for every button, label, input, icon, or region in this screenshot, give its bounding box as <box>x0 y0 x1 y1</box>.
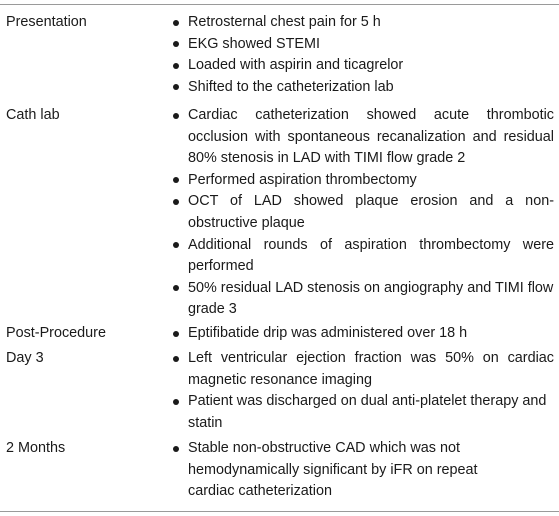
table-top-rule <box>0 4 559 5</box>
presentation-list <box>172 12 554 98</box>
bullet-icon <box>173 63 179 69</box>
bullet-icon <box>173 331 179 337</box>
row-label-2-months: 2 Months <box>6 440 66 456</box>
bullet-icon <box>173 20 179 26</box>
row-label-post-procedure: Post-Procedure <box>6 325 106 341</box>
row-label-cath-lab: Cath lab <box>6 107 60 123</box>
post-procedure-list <box>172 323 554 345</box>
list-item: Retrosternal chest pain for 5 h <box>172 12 554 34</box>
bullet-icon <box>173 242 179 248</box>
day-3-list <box>172 348 554 434</box>
list-item: Stable non-obstructive CAD which was not hemodynamically significant by iFR on repeat cardiac catheterization <box>172 438 502 503</box>
bullet-icon <box>173 399 179 405</box>
list-item: Eptifibatide drip was administered over 18 h <box>172 323 554 345</box>
bullet-icon <box>173 285 179 291</box>
list-item: 50% residual LAD stenosis on angiography and TIMI flow grade 3 <box>172 278 554 321</box>
list-item: Loaded with aspirin and ticagrelor <box>172 55 554 77</box>
list-item: EKG showed STEMI <box>172 34 554 56</box>
bullet-icon <box>173 113 179 119</box>
bullet-icon <box>173 356 179 362</box>
two-months-list <box>172 438 502 503</box>
bullet-icon <box>173 446 179 452</box>
cath-lab-list <box>172 105 554 321</box>
row-label-presentation: Presentation <box>6 14 87 30</box>
list-item: Left ventricular ejection fraction was 50% on cardiac magnetic resonance imaging <box>172 348 554 391</box>
bullet-icon <box>173 41 179 47</box>
row-label-day-3: Day 3 <box>6 350 44 366</box>
table-bottom-rule <box>0 511 559 512</box>
list-item: Additional rounds of aspiration thrombectomy were performed <box>172 235 554 278</box>
bullet-icon <box>173 84 179 90</box>
bullet-icon <box>173 199 179 205</box>
list-item: Performed aspiration thrombectomy <box>172 170 554 192</box>
list-item: Patient was discharged on dual anti-platelet therapy and statin <box>172 391 554 434</box>
list-item: Shifted to the catheterization lab <box>172 77 554 99</box>
list-item: OCT of LAD showed plaque erosion and a non-obstructive plaque <box>172 191 554 234</box>
bullet-icon <box>173 177 179 183</box>
list-item: Cardiac catheterization showed acute thrombotic occlusion with spontaneous recanalization and residual 80% stenosis in LAD with TIMI flow grade 2 <box>172 105 554 170</box>
